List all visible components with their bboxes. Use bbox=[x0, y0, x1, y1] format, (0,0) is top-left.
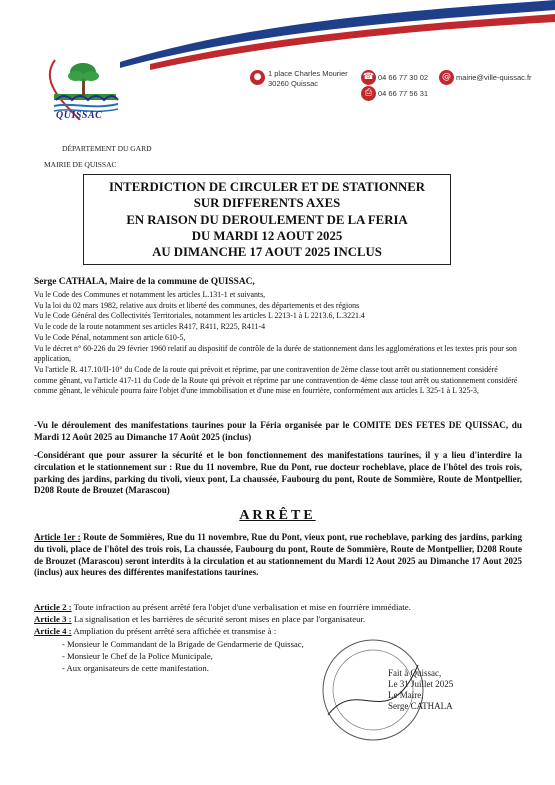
email-icon: @ bbox=[439, 70, 454, 85]
arrete-heading: ARRÊTE bbox=[239, 508, 316, 523]
mayor-line: Serge CATHALA, Maire de la commune de QUISSAC, bbox=[34, 277, 255, 287]
phone-number: 04 66 77 30 02 bbox=[378, 73, 429, 82]
article-2 bbox=[34, 602, 522, 613]
address-line-2: 30260 Quissac bbox=[268, 79, 319, 88]
article-3-label: Article 3 : bbox=[34, 614, 72, 624]
recipient-item: - Monsieur le Chef de la Police Municipale, bbox=[62, 651, 213, 661]
title-line: AU DIMANCHE 17 AOUT 2025 INCLUS bbox=[152, 245, 382, 260]
signature-date: Le 31 Juillet 2025 bbox=[388, 679, 454, 689]
signature-title: Le Maire, bbox=[388, 690, 424, 700]
article-4-label: Article 4 : bbox=[34, 626, 72, 636]
article-4 bbox=[34, 626, 522, 637]
title-line: INTERDICTION DE CIRCULER ET DE STATIONNER bbox=[108, 180, 426, 194]
logo-text: QUISSAC bbox=[56, 110, 103, 121]
recipient-item: - Monsieur le Commandant de la Brigade de Gendarmerie de Quissac, bbox=[62, 639, 304, 649]
vu-line: Vu le code de la route notamment ses articles R417, R411, R225, R411-4 bbox=[34, 322, 266, 332]
signature-name: Serge CATHALA bbox=[388, 701, 453, 711]
signature-block bbox=[388, 668, 453, 712]
article-1-text: Route de Sommières, Rue du 11 novembre, Rue du Pont, vieux pont, rue rocheblave, parking des jardins, parking du tivoli, place de l'hôtel des trois rois, La chaussée, Faubourg du pont, Route de Sommière, Route de Montpellier, D208 Route de Brouzet (Marascou) seront interdits à la circulation et au stationnement du Mardi 12 Aout 2025 au Dimanche 17 Aout 2025 (inclus) aux heures des différentes manifestations taurines. bbox=[34, 532, 522, 578]
email-address[interactable]: mairie@ville-quissac.fr bbox=[456, 73, 532, 82]
article-4-text: Ampliation du présent arrêté sera affichée et transmise à : bbox=[73, 626, 277, 636]
vu-line: Vu le décret n° 60-226 du 29 février 1960 relatif au dispositif de contrôle de la durée de stationnement dans les agglomérations et les textes pris pour son application, bbox=[34, 343, 517, 364]
article-1-label: Article 1er : bbox=[34, 532, 81, 542]
vu-line: Vu le Code Général des Collectivités Territoriales, notamment les articles L 2213-1 à L 2213.6, L.3221.4 bbox=[34, 311, 365, 321]
signature-place: Fait à Quissac, bbox=[388, 668, 442, 678]
article-1 bbox=[34, 532, 522, 579]
vu-line: Vu le Code des Communes et notamment les articles L.131-1 et suivants, bbox=[34, 290, 266, 299]
title-line: EN RAISON DU DEROULEMENT DE LA FERIA bbox=[126, 212, 408, 227]
article-2-label: Article 2 : bbox=[34, 602, 72, 612]
fax-number: 04 66 77 56 31 bbox=[378, 89, 429, 98]
recipient-item: - Aux organisateurs de cette manifestation. bbox=[62, 663, 209, 673]
mairie-label: MAIRIE DE QUISSAC bbox=[44, 160, 117, 169]
vu-block bbox=[34, 290, 522, 397]
title-line: DU MARDI 12 AOUT 2025 bbox=[191, 228, 343, 243]
article-3 bbox=[34, 614, 522, 625]
location-icon: ● bbox=[250, 70, 265, 85]
address-line-1: 1 place Charles Mourier bbox=[268, 69, 348, 78]
vu-line: Vu l'article R. 417.10/II-10° du Code de la route qui prévoit et réprime, par une contravention de 2ème classe tout arrêt ou stationnement considéré comme gênant, vu l'article 417-11 du Code de la Route qui prévoit et réprime par une contravention de 4ème classe tout arrêt ou stationnement considéré comme gênant, le véhicule pourra faire l'objet d'une immobilisation et d'une mise en fourrière, conformément aux articles L 325-1 à L 325-3, bbox=[34, 364, 518, 396]
phone-icon: ☎ bbox=[361, 70, 376, 85]
vu-line: Vu la loi du 02 mars 1982, relative aux droits et liberté des communes, des départements et des régions bbox=[34, 300, 360, 310]
considerant-paragraph: -Considérant que pour assurer la sécurité et le bon fonctionnement des manifestations taurines, il y a lieu d'interdire la circulation et le stationnement sur : Rue du 11 novembre, Rue du Pont, rue docteur rocheblave, place de l'hôtel des trois rois, parking des jardins, parking du tivoli, vieux pont, La chaussée, Faubourg du pont, Route de Sommière, Route de Montpellier, D208 Route de Brouzet (Marascou) bbox=[34, 450, 522, 496]
article-3-text: La signalisation et les barrières de sécurité seront mises en place par l'organisateur. bbox=[73, 614, 366, 624]
article-2-text: Toute infraction au présent arrêté fera l'objet d'une verbalisation et mise en fourrière immédiate. bbox=[73, 602, 411, 612]
vu-line: Vu le Code Pénal, notamment son article 610-5, bbox=[34, 332, 186, 342]
fax-icon: ⎙ bbox=[361, 86, 376, 101]
title-box bbox=[83, 174, 451, 265]
department-label: DÉPARTEMENT DU GARD bbox=[62, 144, 152, 153]
title-line: SUR DIFFERENTS AXES bbox=[193, 196, 341, 211]
vu-deroulement: -Vu le déroulement des manifestations taurines pour la Féria organisée par le COMITE DES FETES DE QUISSAC, du Mardi 12 Août 2025 au Dimanche 17 Août 2025 (inclus) bbox=[34, 420, 522, 442]
